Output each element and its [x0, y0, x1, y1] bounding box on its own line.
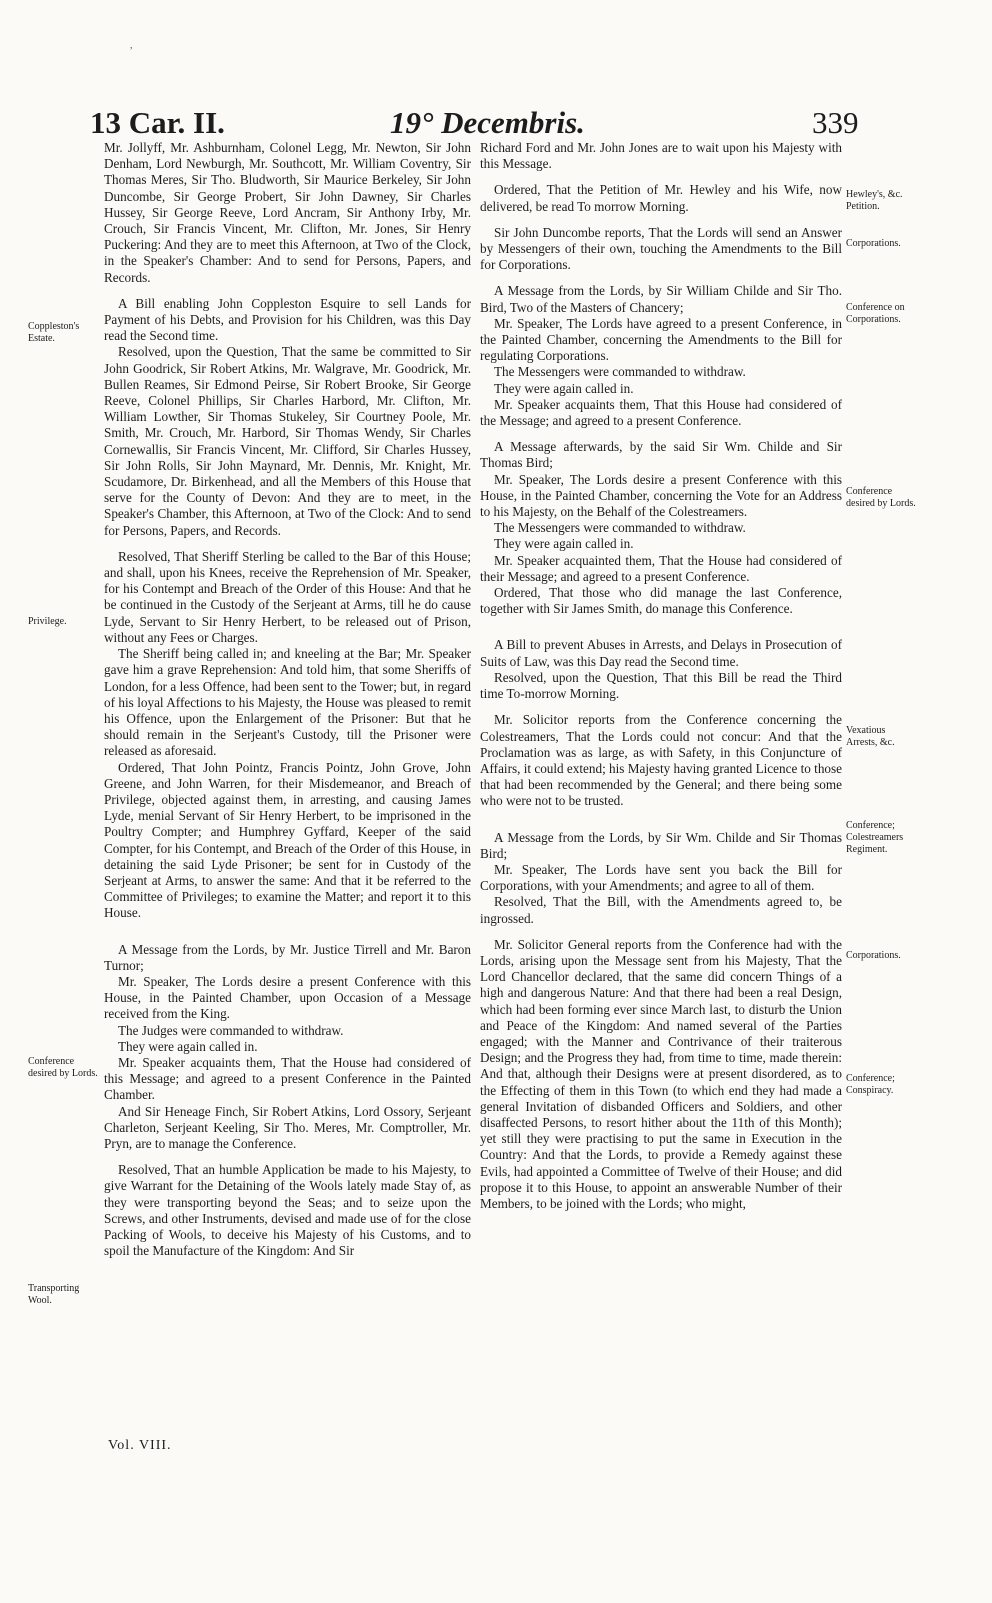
- paragraph: Mr. Speaker, The Lords desire a present Conference with this House, in the Painted Chamber, upon Occasion of a Message received from the King.: [104, 973, 471, 1022]
- paragraph: Ordered, That John Pointz, Francis Pointz, John Grove, John Greene, and John Warren, for their Misdemeanor, and Breach of Privilege, objected against them, in arresting, and causing James Lyde, menial Servant of Sir Henry Herbert, to be imprisoned in the Poultry Compter; and Humphrey Gyffard, Keeper of the said Compter, for his Contempt, and Breach of the Order of this House, in detaining the said Lyde Prisoner; be sent for in Custody of the Serjeant at Arms, to answer the same: And that it be referred to the Committee of Privileges; to examine the Matter; and report it to this House.: [104, 759, 471, 921]
- paragraph: Mr. Speaker acquaints them, That this House had considered of the Message; and agreed to a present Conference.: [480, 396, 842, 429]
- paragraph: A Message from the Lords, by Sir William Childe and Sir Tho. Bird, Two of the Masters of Chancery;: [480, 283, 842, 315]
- margin-note-conference-corporations: Conference on Corporations.: [846, 302, 905, 325]
- volume-footer: Vol. VIII.: [108, 1438, 172, 1453]
- paragraph: They were again called in.: [494, 536, 634, 552]
- paragraph: Ordered, That those who did manage the last Conference, together with Sir James Smith, do manage this Conference.: [480, 585, 842, 617]
- margin-note-corporations-2: Corporations.: [846, 950, 901, 961]
- paragraph: Resolved, That Sheriff Sterling be called to the Bar of this House; and shall, upon his Knees, receive the Reprehension of Mr. Speaker, for his Contempt and Breach of the Order of this House: And that he be continued in the Custody of the Serjeant at Arms, till he do cause Lyde, Servant to Sir Henry Herbert, to be released out of Prison, without any Fees or Charges.: [104, 548, 471, 645]
- paragraph: The Messengers were commanded to withdraw.: [494, 520, 746, 536]
- paragraph: Resolved, That the Bill, with the Amendments agreed to, be ingrossed.: [480, 894, 842, 926]
- right-column: [480, 140, 842, 1212]
- paragraph: Mr. Solicitor reports from the Conference concerning the Colestreamers, That the Lords could not concur: And that the Proclamation was as large, as with Safety, in this Conjuncture of Affairs, it could extend; his Majesty having granted Licence to those that had been recommended by the General; and there being some who were not to be trusted.: [480, 712, 842, 809]
- margin-note-coppleston: Coppleston's Estate.: [28, 321, 80, 344]
- margin-note-privilege: Privilege.: [28, 616, 67, 627]
- paragraph: Mr. Speaker, The Lords desire a present Conference with this House, in the Painted Chamber, concerning the Vote for an Address to his Majesty, on the Behalf of the Colestreamers.: [480, 471, 842, 520]
- margin-note-transporting-wool: Transporting Wool.: [28, 1283, 80, 1306]
- page-number: 339: [812, 105, 859, 140]
- margin-note-vexatious-arrests: Vexatious Arrests, &c.: [846, 725, 895, 748]
- paragraph: Resolved, upon the Question, That the same be committed to Sir John Goodrick, Sir Robert Atkins, Mr. Walgrave, Mr. Goodrick, Mr. Bullen Reames, Sir Edmond Peirse, Sir Robert Brooke, Sir George Reeve, Colonel Phillips, Sir Charles Harbord, Mr. Clifton, Mr. William Lowther, Sir Thomas Stukeley, Sir Courtney Poole, Mr. Smith, Mr. Crouch, Mr. Harbord, Sir Thomas Wendy, Sir Charles Cornewallis, Sir Francis Vincent, Mr. Clifford, Sir Charles Hussey, Sir John Rolls, Sir John Maynard, Mr. Dennis, Mr. Knight, Mr. Scudamore, Dr. Birkenhead, and all the Members of this House that serve for the County of Devon: And they are to meet, in the Speaker's Chamber, this Afternoon, at Two of the Clock: And to send for Persons, Papers, and Records.: [104, 344, 471, 538]
- paragraph: The Sheriff being called in; and kneeling at the Bar; Mr. Speaker gave him a grave Reprehension: And told him, that some Sheriffs of London, for a less Offence, had been sent to the Tower; but, in regard of his loyal Affections to his Majesty, the House was pleased to remit his Offence, upon the Enlargement of the Prisoner: But that he should remain in the Serjeant's Custody, till the Prisoner were released as aforesaid.: [104, 646, 471, 759]
- paragraph: Mr. Speaker, The Lords have sent you back the Bill for Corporations, with your Amendments; and agree to all of them.: [480, 861, 842, 894]
- paragraph: And Sir Heneage Finch, Sir Robert Atkins, Lord Ossory, Serjeant Charleton, Serjeant Keeling, Sir Tho. Meres, Mr. Comptroller, Mr. Pryn, are to manage the Conference.: [104, 1103, 471, 1151]
- paragraph: They were again called in.: [494, 380, 634, 396]
- paragraph: The Judges were commanded to withdraw.: [118, 1022, 344, 1038]
- margin-note-colestreamers: Conference; Colestreamers Regiment.: [846, 820, 904, 855]
- paragraph: A Message afterwards, by the said Sir Wm. Childe and Sir Thomas Bird;: [480, 439, 842, 471]
- paragraph: The Messengers were commanded to withdraw.: [494, 364, 746, 380]
- paragraph: Ordered, That the Petition of Mr. Hewley and his Wife, now delivered, be read To morrow Morning.: [480, 182, 842, 214]
- margin-note-conspiracy: Conference; Conspiracy.: [846, 1073, 895, 1096]
- paragraph: They were again called in.: [118, 1038, 258, 1054]
- paragraph: A Message from the Lords, by Sir Wm. Childe and Sir Thomas Bird;: [480, 829, 842, 861]
- paragraph: Mr. Speaker acquainted them, That the House had considered of their Message; and agreed to a present Conference.: [480, 552, 842, 584]
- margin-note-conference-lords: Conference desired by Lords.: [28, 1056, 98, 1079]
- margin-note-conference-desired: Conference desired by Lords.: [846, 486, 916, 509]
- paragraph: Resolved, That an humble Application be made to his Majesty, to give Warrant for the Detaining of the Wools lately made Stay of, as they were transporting beyond the Seas; and to seize upon the Screws, and other Instruments, devised and made use of for the close Packing of Wools, to deceive his Majesty of his Customs, and to spoil the Manufacture of the Kingdom: And Sir: [104, 1162, 471, 1259]
- paragraph: Resolved, upon the Question, That this Bill be read the Third time To-morrow Morning.: [480, 669, 842, 702]
- paragraph: Sir John Duncombe reports, That the Lords will send an Answer by Messengers of their own, touching the Amendments to the Bill for Corporations.: [480, 224, 842, 273]
- regnal-year-header: 13 Car. II.: [90, 105, 225, 140]
- margin-note-corporations: Corporations.: [846, 238, 901, 249]
- paragraph: Mr. Jollyff, Mr. Ashburnham, Colonel Legg, Mr. Newton, Sir John Denham, Lord Newburgh, Mr. Southcott, Mr. William Coventry, Sir Thomas Meres, Sir Tho. Bludworth, Sir Maurice Berkeley, Sir John Duncombe, Sir George Probert, Sir John Dawney, Sir Charles Hussey, Sir George Reeve, Lord Ancram, Sir Anthony Irby, Mr. Crouch, Sir Francis Vincent, Mr. Clifton, Mr. Jones, Sir Henry Puckering: And they are to meet this Afternoon, at Two of the Clock, in the Speaker's Chamber: And to send for Persons, Papers, and Records.: [104, 140, 471, 285]
- left-column: [104, 140, 471, 1259]
- date-header: 19° Decembris.: [390, 105, 585, 140]
- printer-mark: ,: [130, 40, 133, 51]
- paragraph: Mr. Speaker acquaints them, That the House had considered of this Message; and agreed to a present Conference in the Painted Chamber.: [104, 1054, 471, 1103]
- paragraph: A Bill enabling John Coppleston Esquire to sell Lands for Payment of his Debts, and Provision for his Children, was this Day read the Second time.: [104, 295, 471, 344]
- margin-note-hewley: Hewley's, &c. Petition.: [846, 189, 903, 212]
- paragraph: A Bill to prevent Abuses in Arrests, and Delays in Prosecution of Suits of Law, was this Day read the Second time.: [480, 637, 842, 669]
- paragraph: Richard Ford and Mr. John Jones are to wait upon his Majesty with this Message.: [480, 140, 842, 172]
- paragraph: Mr. Solicitor General reports from the Conference had with the Lords, arising upon the Message sent from his Majesty, That the Lord Chancellor declared, that the same did concern Things of a high and dangerous Nature: And that there had been a real Design, which had been forming ever since March last, to disturb the Union and Peace of the Kingdom: And named several of the Parties engaged; with the Manner and Contrivance of their traiterous Design; and the Progress they had, from time to time, made therein: And that, although their Designs were at present disordered, as to the Effecting of them in this Town (to which end they had made a general Invitation of disbanded Officers and Soldiers, and other disaffected Persons, to resort hither about the 11th of this Month); yet still they were practising to put the same in Execution in the Country: And that the Lords, to provide a Remedy against these Evils, had appointed a Committee of Twelve of their House; and did propose it to this House, to appoint an answerable Number of their Members, to be joined with the Lords; who might,: [480, 936, 842, 1211]
- paragraph: Mr. Speaker, The Lords have agreed to a present Conference, in the Painted Chamber, concerning the Amendments to the Bill for regulating Corporations.: [480, 315, 842, 364]
- paragraph: A Message from the Lords, by Mr. Justice Tirrell and Mr. Baron Turnor;: [104, 941, 471, 973]
